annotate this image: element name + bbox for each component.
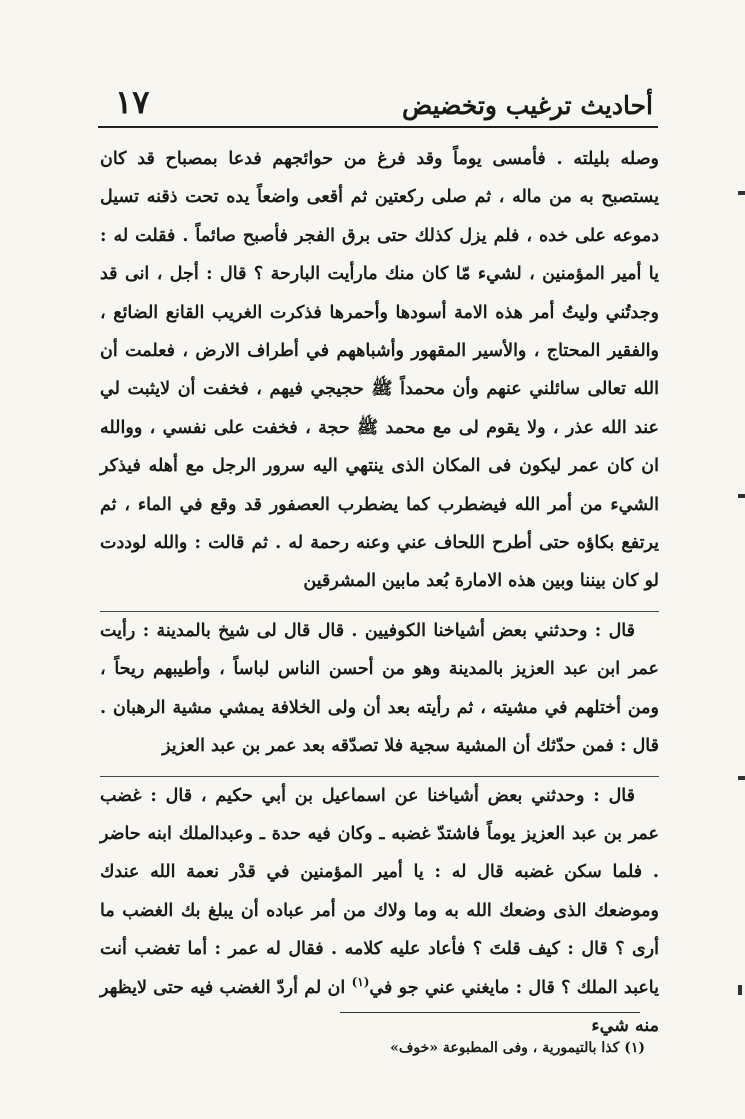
page-header: [115, 78, 653, 121]
footnote-rule: [340, 1012, 640, 1013]
footnote: (١) كذا بالتيمورية ، وفى المطبوعة «خوف»: [390, 1040, 645, 1056]
margin-mark: [738, 776, 745, 780]
paragraph-3-text: قال : وحدثني بعض أشياخنا عن اسماعيل بن أبي حكيم ، قال : غضب عمر بن عبد العزيز يوماً فاشتدّ غضبه ـ وكان فيه حدة ـ وعبدالملك ابنه حاضر . فلما سكن غضبه قال له : يا أمير المؤمنين في قدْر نعمة الله عندك وموضعك الذى وضعك الله به وما ولاك من أمر عباده أن يبلغ بك الغضب ما أرى ؟ قال : كيف قلتَ ؟ فأعاد عليه كلامه . فقال له عمر : أما تغضب أنت ياعبد الملك ؟ قال : مايغني عني جو في: [100, 785, 659, 998]
paragraph-1: وصله بليلته . فأمسى يوماً وقد فرغ من حوائجهم فدعا بمصباح قد كان يستصبح به من ماله ، ثم صلى ركعتين ثم أقعى واضعاً يده تحت ذقنه تسيل دموعه على خده ، فلم يزل كذلك حتى برق الفجر فأصبح صائماً . فقلت له : يا أمير المؤمنين ، لشيء مّا كان منك مارأيت البارحة ؟ قال : أجل ، انى قد وجدتُني وليتُ أمر هذه الامة أسودها وأحمرها فذكرت الغريب القانع الضائع ، والفقير المحتاج ، والأسير المقهور وأشباههم في أطراف الارض ، فعلمت أن الله تعالى سائلني عنهم وأن محمداً ﷺ حجيجي فيهم ، فخفت أن لايثبت لي عند الله عذر ، ولا يقوم لى مع محمد ﷺ حجة ، فخفت على نفسي ، ووالله ان كان عمر ليكون فى المكان الذى ينتهي اليه سرور الرجل مع أهله فيذكر الشيء من أمر الله فيضطرب كما يضطرب العصفور قد وقع في الماء ، ثم يرتفع بكاؤه حتى أطرح اللحاف عني وعنه رحمة له . ثم قالت : والله لوددت لو كان بيننا وبين هذه الامارة بُعد مابين المشرقين: [100, 149, 659, 592]
margin-mark: [738, 494, 745, 498]
body-text: [100, 140, 659, 1045]
page-number: ١٧: [115, 83, 150, 121]
running-title: أحاديث ترغيب وتخضيض: [401, 91, 653, 120]
margin-mark: [738, 985, 742, 995]
paragraph-2: قال : وحدثني بعض أشياخنا الكوفيين . قال قال لى شيخ بالمدينة : رأيت عمر ابن عبد العزيز بالمدينة وهو من أحسن الناس لباساً ، وأطيبهم ريحاً ، ومن أختلهم في مشيته ، ثم رأيته بعد أن ولى الخلافة يمشي مشية الرهبان . قال : فمن حدّثك أن المشية سجية فلا تصدّقه بعد عمر بن عبد العزيز: [100, 620, 659, 757]
footnote-reference: (١): [351, 974, 370, 989]
paragraph-3-end: ان لم أردّ الغضب فيه حتى لايظهر منه شيء: [100, 977, 659, 1036]
margin-mark: [738, 191, 745, 195]
header-rule: [98, 126, 658, 128]
paragraph-3: [100, 777, 659, 1046]
